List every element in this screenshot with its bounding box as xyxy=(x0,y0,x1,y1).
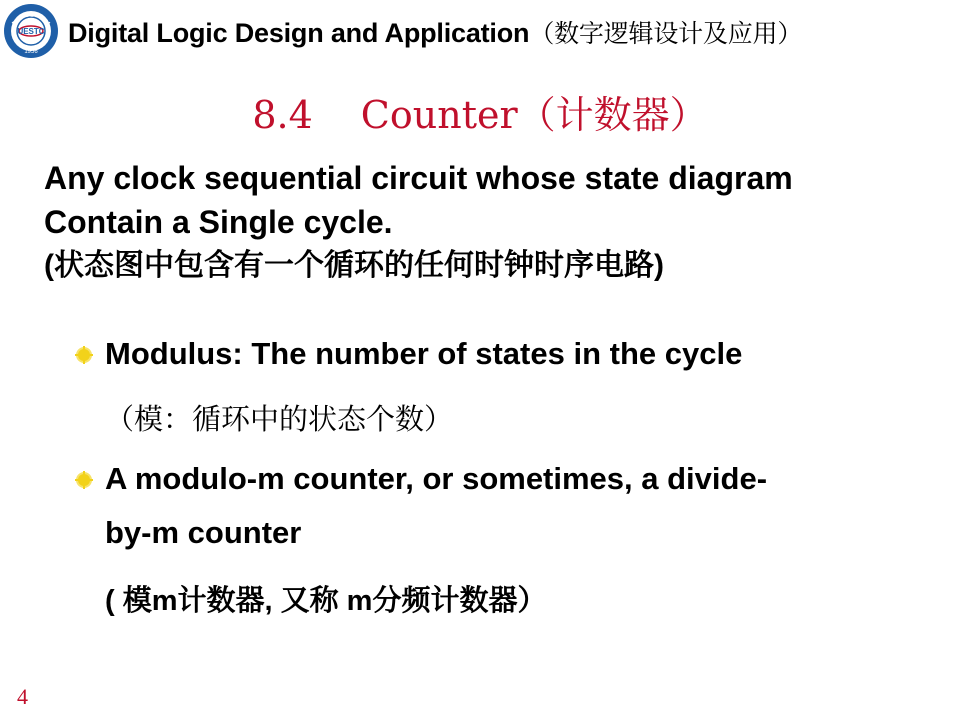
bullet-item-modulus-note: （模：循环中的状态个数） xyxy=(105,404,454,436)
bullet-item-counter-note: ( 模m计数器, 又称 m分频计数器） xyxy=(105,585,547,617)
logo-year: 1956 xyxy=(24,49,38,55)
section-number: 8.4 xyxy=(252,93,313,137)
bullet-item-modulus: Modulus: The number of states in the cycle xyxy=(105,336,743,371)
slide-header xyxy=(0,0,960,70)
intro-line-1: Any clock sequential circuit whose state diagram xyxy=(44,160,793,196)
course-title-en: Digital Logic Design and Application xyxy=(68,18,530,48)
course-title-cn: （数字逻辑设计及应用） xyxy=(529,20,803,48)
slide-title xyxy=(0,84,960,139)
intro-line-2: Contain a Single cycle. xyxy=(44,204,393,240)
section-title: Counter（计数器） xyxy=(360,93,708,137)
course-title xyxy=(68,14,802,50)
bullet-icon xyxy=(78,349,90,361)
page-number: 4 xyxy=(17,684,28,709)
bullet-item-counter-line-1: A modulo-m counter, or sometimes, a divide- xyxy=(105,461,768,496)
logo-text: UESTC xyxy=(17,27,45,36)
bullet-icon xyxy=(78,474,90,486)
intro-paragraph xyxy=(44,156,944,288)
bullet-item-counter-line-2: by-m counter xyxy=(105,515,302,550)
university-logo xyxy=(3,3,59,59)
intro-line-3: (状态图中包含有一个循环的任何时钟时序电路) xyxy=(44,249,664,282)
